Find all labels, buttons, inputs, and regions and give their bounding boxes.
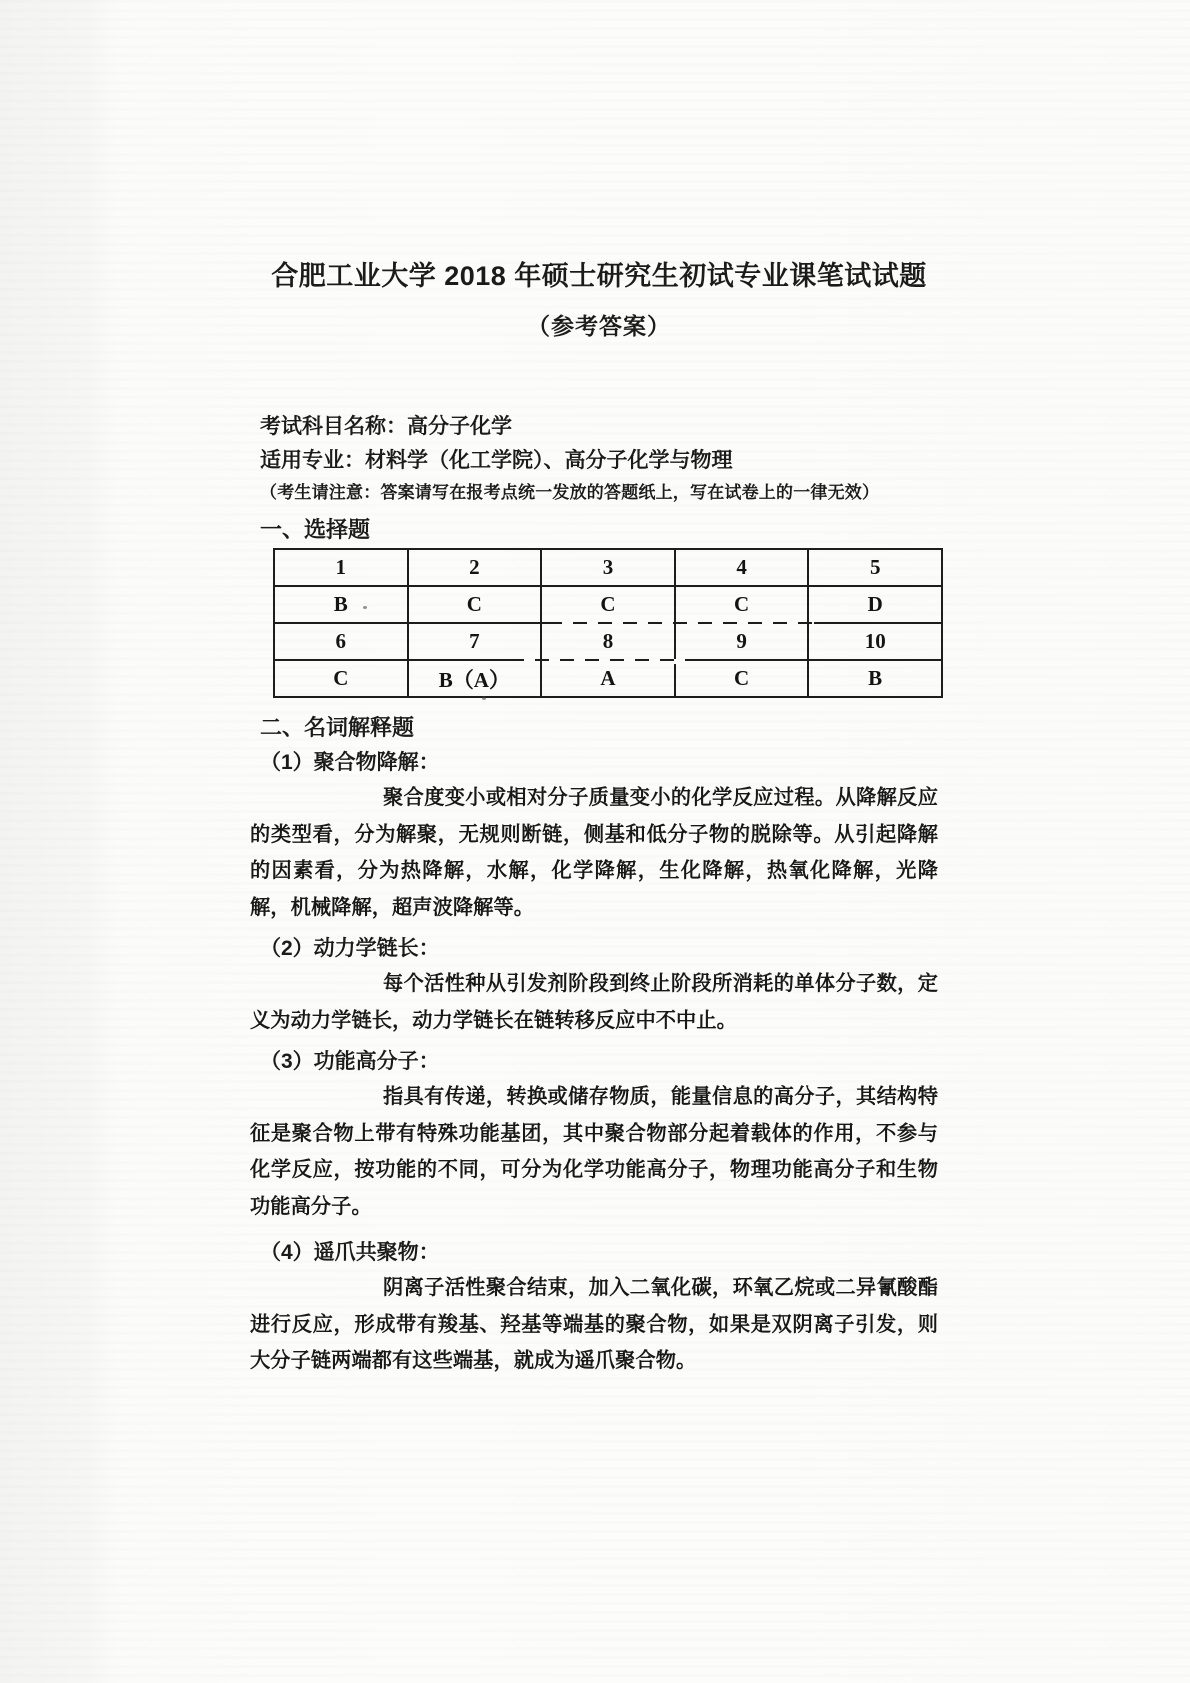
table-row-answers-6-10 (274, 660, 942, 697)
table-cell: 5 (808, 549, 942, 586)
table-cell: B（A） (408, 660, 542, 697)
table-cell: B (274, 586, 408, 623)
table-row-question-numbers-1-5 (274, 549, 942, 586)
table-cell: C (274, 660, 408, 697)
document-content (250, 0, 938, 1380)
scan-artifact-speck (363, 606, 367, 609)
table-cell: 2 (408, 549, 542, 586)
table-row-question-numbers-6-10 (274, 623, 942, 660)
table-cell: 3 (541, 549, 675, 586)
table-cell: 9 (675, 623, 809, 660)
table-cell: C (541, 586, 675, 623)
scan-artifact-broken-border (562, 620, 814, 625)
definition-label-polymer-degradation: （1）聚合物降解： (260, 751, 440, 774)
table-cell: D (808, 586, 942, 623)
table-cell: C (408, 586, 542, 623)
definition-label-telechelic-copolymer: （4）遥爪共聚物： (260, 1241, 440, 1264)
applicable-major-line: 适用专业：材料学（化工学院）、高分子化学与物理 (260, 449, 733, 472)
definition-body-telechelic-copolymer: 阴离子活性聚合结束，加入二氧化碳，环氧乙烷或二异氰酸酯进行反应，形成带有羧基、羟基等端基的聚合物，如果是双阴离子引发，则大分子链两端都有这些端基，就成为遥爪聚合物。 (250, 1277, 938, 1372)
table-cell: 8 (541, 623, 675, 660)
section-heading-multiple-choice: 一、选择题 (260, 517, 371, 542)
document-subtitle: （参考答案） (527, 313, 671, 339)
section-heading-definitions: 二、名词解释题 (260, 715, 415, 740)
definition-label-functional-polymer: （3）功能高分子： (260, 1050, 440, 1073)
scan-artifact-speck (482, 696, 486, 700)
definition-body-kinetic-chain-length: 每个活性种从引发剂阶段到终止阶段所消耗的单体分子数，定义为动力学链长，动力学链长在链转移反应中不中止。 (250, 973, 938, 1032)
table-cell: C (675, 660, 809, 697)
table-cell: 7 (408, 623, 542, 660)
table-cell: 6 (274, 623, 408, 660)
table-cell: B (808, 660, 942, 697)
document-title: 合肥工业大学 2018 年硕士研究生初试专业课笔试试题 (271, 261, 927, 291)
table-cell: C (675, 586, 809, 623)
exam-subject-line: 考试科目名称：高分子化学 (260, 415, 512, 438)
candidate-notice: （考生请注意：答案请写在报考点统一发放的答题纸上，写在试卷上的一律无效） (260, 483, 880, 502)
table-cell: 1 (274, 549, 408, 586)
definition-body-polymer-degradation: 聚合度变小或相对分子质量变小的化学反应过程。从降解反应的类型看，分为解聚，无规则断链，侧基和低分子物的脱除等。从引起降解的因素看，分为热降解，水解，化学降解，生化降解，热氧化降解，光降解，机械降解，超声波降解等。 (250, 787, 938, 919)
table-row-answers-1-5 (274, 586, 942, 623)
definition-body-functional-polymer: 指具有传递，转换或储存物质，能量信息的高分子，其结构特征是聚合物上带有特殊功能基团，其中聚合物部分起着载体的作用，不参与化学反应，按功能的不同，可分为化学功能高分子，物理功能高分子和生物功能高分子。 (250, 1086, 938, 1218)
table-cell: 10 (808, 623, 942, 660)
table-cell: A (541, 660, 675, 697)
scan-artifact-broken-border (524, 659, 696, 664)
table-cell: 4 (675, 549, 809, 586)
definition-label-kinetic-chain-length: （2）动力学链长： (260, 937, 440, 960)
